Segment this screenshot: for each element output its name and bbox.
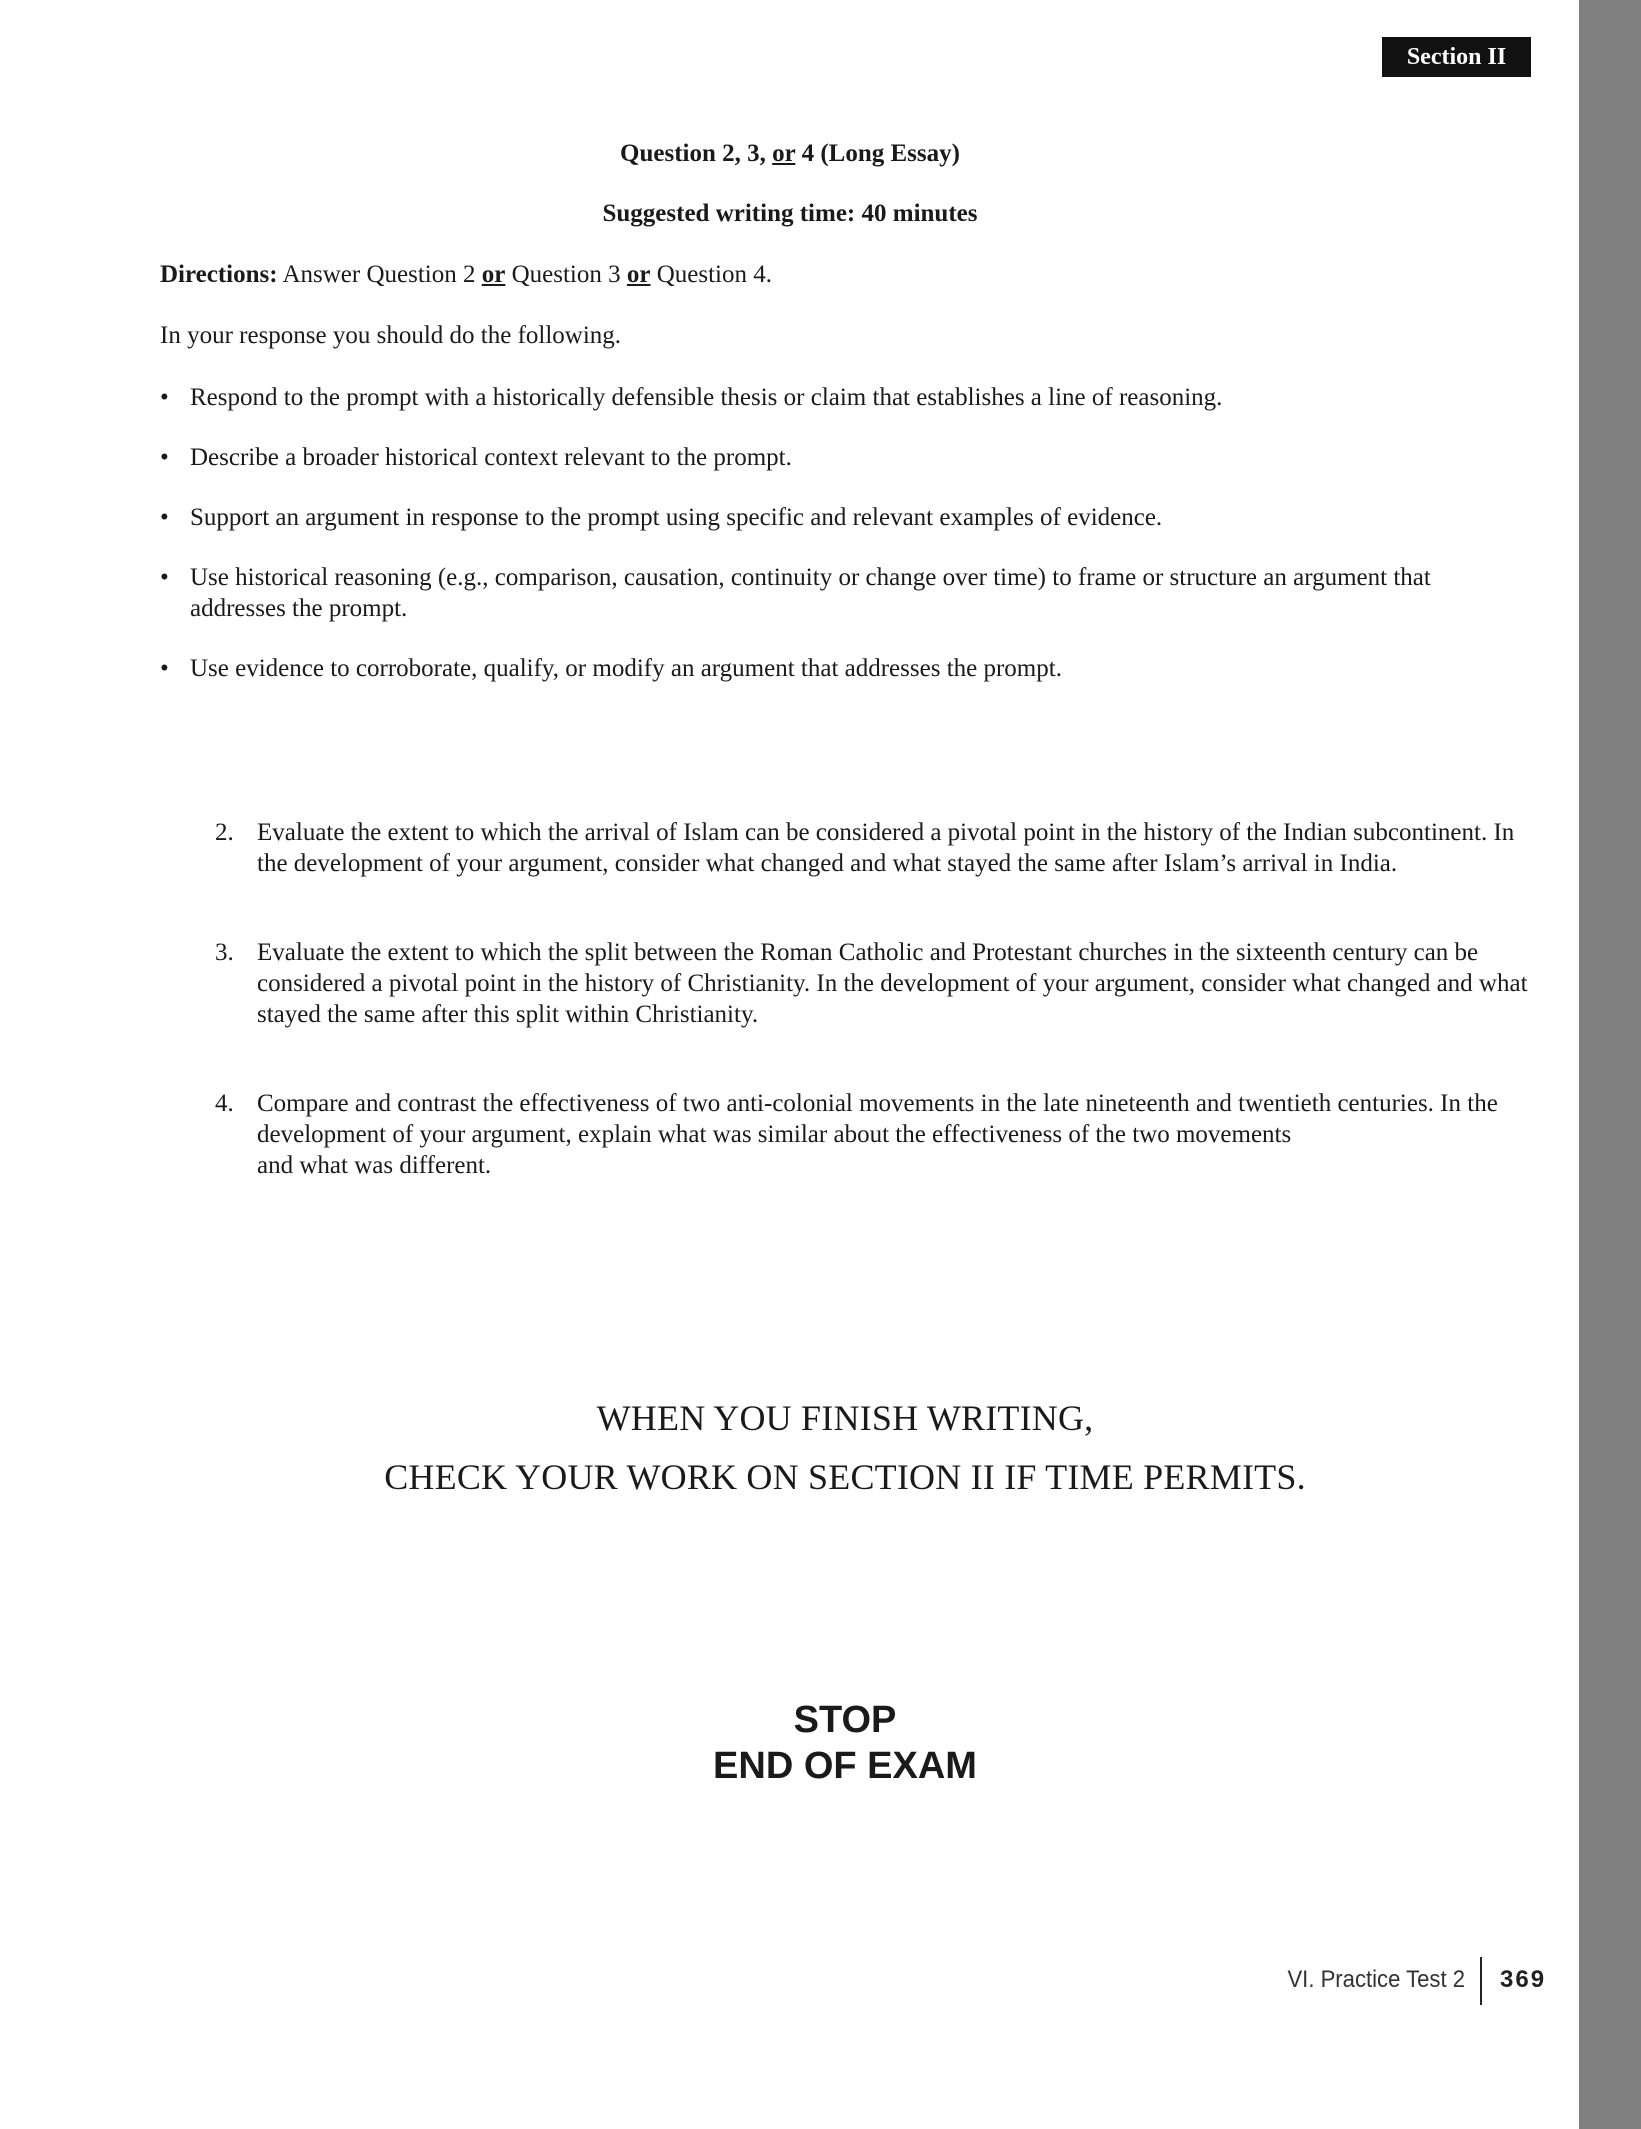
bullet-icon: • <box>160 564 169 591</box>
page-edge-bar <box>1579 0 1641 2129</box>
question-text: Compare and contrast the effectiveness of two anti-colonial movements in the late nineteenth and twentieth centuries. In the development of your argument, explain what was similar about the effectiveness of the two movements <box>257 1090 1498 1148</box>
question-number: 2. <box>215 819 234 846</box>
finish-notice-line-2: CHECK YOUR WORK ON SECTION II IF TIME PERMITS. <box>384 1457 1306 1497</box>
list-item: • Describe a broader historical context relevant to the prompt. <box>160 444 792 471</box>
question-number: 3. <box>215 939 234 966</box>
footer-divider <box>1480 1957 1482 2005</box>
bullet-icon: • <box>160 384 169 411</box>
list-item: • Support an argument in response to the prompt using specific and relevant examples of evidence. <box>160 504 1163 531</box>
footer-chapter-label: VI. Practice Test 2 <box>1287 1966 1465 1993</box>
page-number: 369 <box>1500 1966 1547 1993</box>
question-item <box>215 937 1545 1030</box>
essay-questions <box>215 817 1545 1239</box>
list-item: • Respond to the prompt with a historically defensible thesis or claim that establishes a line of reasoning. <box>160 384 1223 411</box>
directions-label: Directions: <box>160 261 278 288</box>
question-header-title: Question 2, 3, or 4 (Long Essay) <box>620 140 960 167</box>
response-requirements-list <box>160 382 1530 713</box>
suggested-writing-time: Suggested writing time: 40 minutes <box>602 200 978 227</box>
question-item <box>215 817 1545 879</box>
question-item <box>215 1088 1545 1181</box>
section-tab: Section II <box>1382 37 1531 77</box>
question-text-end: and what was different. <box>257 1152 492 1179</box>
stop-heading: STOP <box>793 1699 897 1741</box>
bullet-icon: • <box>160 504 169 531</box>
end-of-exam-heading: END OF EXAM <box>713 1745 977 1787</box>
directions: Directions: Answer Question 2 or Question 3 or Question 4. <box>160 261 773 288</box>
finish-notice-line-1: WHEN YOU FINISH WRITING, <box>596 1398 1094 1438</box>
response-intro: In your response you should do the following. <box>160 322 622 349</box>
list-item: • Use evidence to corroborate, qualify, or modify an argument that addresses the prompt. <box>160 655 1062 682</box>
question-number: 4. <box>215 1090 234 1117</box>
bullet-icon: • <box>160 655 169 682</box>
bullet-icon: • <box>160 444 169 471</box>
question-text: Evaluate the extent to which the arrival of Islam can be considered a pivotal point in the history of the Indian subcontinent. In the development of your argument, consider what changed and what stayed the same after Islam’s arrival in India. <box>257 819 1515 877</box>
list-item: • Use historical reasoning (e.g., comparison, causation, continuity or change over time) to frame or structure an argument that addresses the prompt. <box>160 564 1431 622</box>
question-text: Evaluate the extent to which the split between the Roman Catholic and Protestant churches in the sixteenth century can be considered a pivotal point in the history of Christianity. In the development of your argument, consider what changed and what stayed the same after this split within Christianity. <box>257 939 1528 1028</box>
